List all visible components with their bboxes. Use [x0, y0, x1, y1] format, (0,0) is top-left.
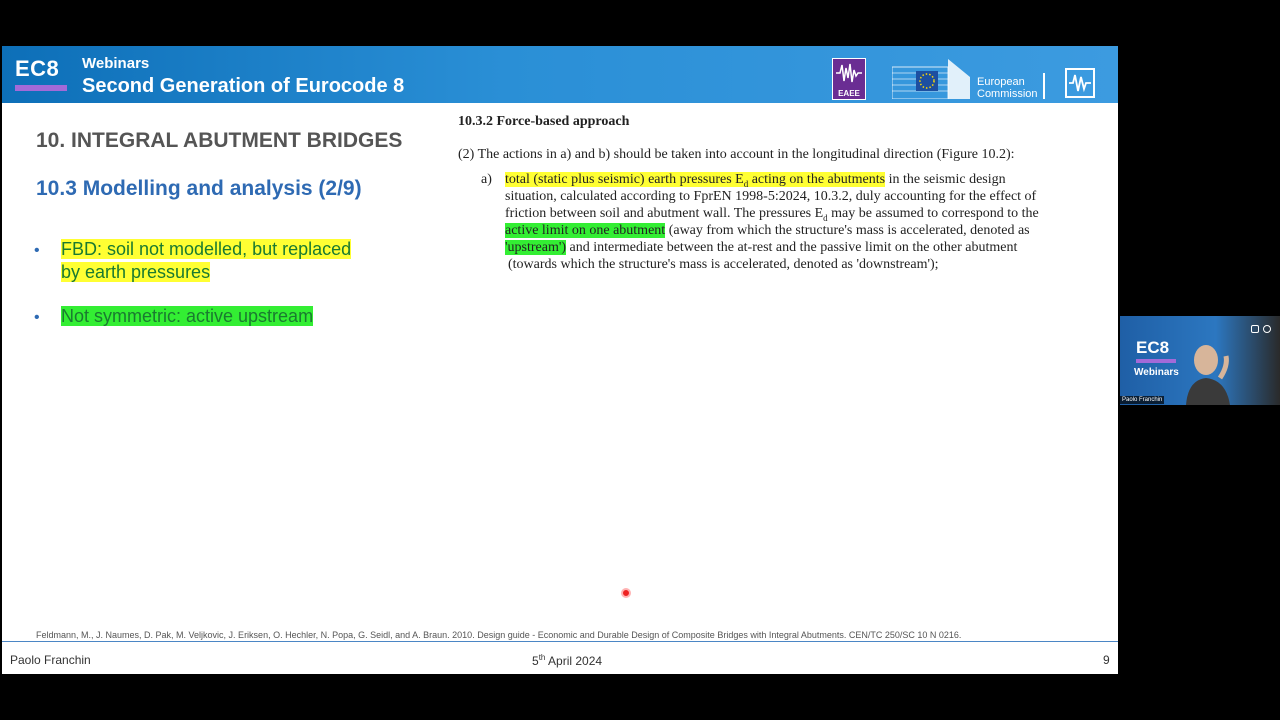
footer-date-sup: th — [538, 653, 546, 662]
european-commission-logo-icon — [892, 59, 970, 99]
cam-subtitle: Webinars — [1134, 367, 1179, 378]
doc-l1-highlight — [505, 172, 885, 187]
eaee-label: EAEE — [838, 89, 860, 98]
bullet-2 — [61, 305, 313, 328]
doc-paragraph: (2) The actions in a) and b) should be taken into account in the longitudinal direction (Figure 10.2): — [458, 147, 1015, 162]
doc-l1-hl-text: total (static plus seismic) earth pressures E — [505, 172, 744, 187]
presenter-video-icon — [1184, 338, 1234, 405]
presentation-slide — [2, 46, 1118, 674]
doc-line-3 — [505, 206, 1039, 223]
doc-section-title: 10.3.2 Force-based approach — [458, 114, 630, 129]
doc-l1-rest: in the seismic design — [885, 172, 1006, 187]
doc-line-1 — [505, 172, 1006, 189]
doc-line-2: situation, calculated according to FprEN 1998-5:2024, 10.3.2, duly accounting for the effect of — [505, 189, 1037, 204]
bullet-1-line1: FBD: soil not modelled, but replaced — [61, 239, 352, 259]
reference-citation: Feldmann, M., J. Naumes, D. Pak, M. Veljkovic, J. Eriksen, O. Hechler, N. Popa, G. Seidl, and A. Braun. 2010. Design guide - Economic and Durable Design of Composite Bridges with Integral Abutments. CEN/TC 250/SC 10 N 0216. — [36, 630, 962, 640]
footer-date — [532, 653, 602, 668]
european-commission-text — [977, 76, 1038, 100]
slide-subheading: 10.3 Modelling and analysis (2/9) — [36, 177, 362, 200]
laser-pointer-cursor — [621, 588, 631, 598]
cam-presenter-name: Paolo Franchin — [1122, 397, 1163, 403]
doc-line-6: (towards which the structure's mass is accelerated, denoted as 'downstream'); — [508, 257, 939, 272]
doc-l5-rest: and intermediate between the at-rest and the passive limit on the other abutment — [566, 240, 1018, 255]
bullet-2-line1: Not symmetric: active upstream — [61, 306, 314, 326]
doc-line-5 — [505, 240, 1017, 256]
bullet-1 — [61, 238, 351, 284]
webcam-thumbnail[interactable] — [1120, 316, 1280, 405]
doc-l1-hl2-text: acting on the abutments — [748, 172, 886, 187]
eaee-logo — [832, 58, 866, 100]
doc-item-label: a) — [481, 172, 492, 187]
ec8-logo — [15, 56, 59, 82]
doc-l5-highlight: 'upstream') — [505, 240, 567, 255]
logo-divider — [1043, 73, 1045, 99]
footer-page-number: 9 — [1103, 653, 1110, 667]
doc-l4-highlight: active limit on one abutment — [505, 223, 666, 238]
ec-line1: European — [977, 76, 1025, 88]
doc-l1-sub: d — [743, 178, 749, 189]
ec8-logo-text: EC8 — [15, 56, 60, 81]
bullet-marker-2: • — [34, 309, 40, 326]
cam-screen-icon[interactable] — [1251, 325, 1259, 333]
doc-l3-sub: d — [823, 212, 828, 223]
cam-user-icon[interactable] — [1263, 325, 1271, 333]
doc-l4-rest: (away from which the structure's mass is accelerated, denoted as — [665, 223, 1030, 238]
doc-l3b: may be assumed to correspond to the — [827, 206, 1039, 221]
footer-date-rest: April 2024 — [545, 654, 603, 668]
cam-logo-bar — [1136, 359, 1176, 363]
banner-subtitle: Webinars — [82, 55, 150, 72]
wave-logo-icon — [1065, 68, 1095, 98]
slide-heading: 10. INTEGRAL ABUTMENT BRIDGES — [36, 129, 403, 152]
bullet-1-line2: by earth pressures — [61, 262, 211, 282]
seismograph-icon — [836, 62, 862, 84]
ec-line2: Commission — [977, 88, 1038, 100]
footer-author: Paolo Franchin — [10, 653, 91, 667]
cam-ec8-logo: EC8 — [1136, 338, 1170, 357]
doc-l3a: friction between soil and abutment wall. The pressures E — [505, 206, 824, 221]
footer-divider — [2, 641, 1118, 642]
bullet-marker-1: • — [34, 242, 40, 259]
banner-title: Second Generation of Eurocode 8 — [82, 75, 405, 97]
footer-date-day: 5 — [532, 654, 539, 668]
slide-banner — [2, 46, 1118, 103]
doc-line-4 — [505, 223, 1030, 239]
ec8-logo-bar — [15, 85, 67, 91]
